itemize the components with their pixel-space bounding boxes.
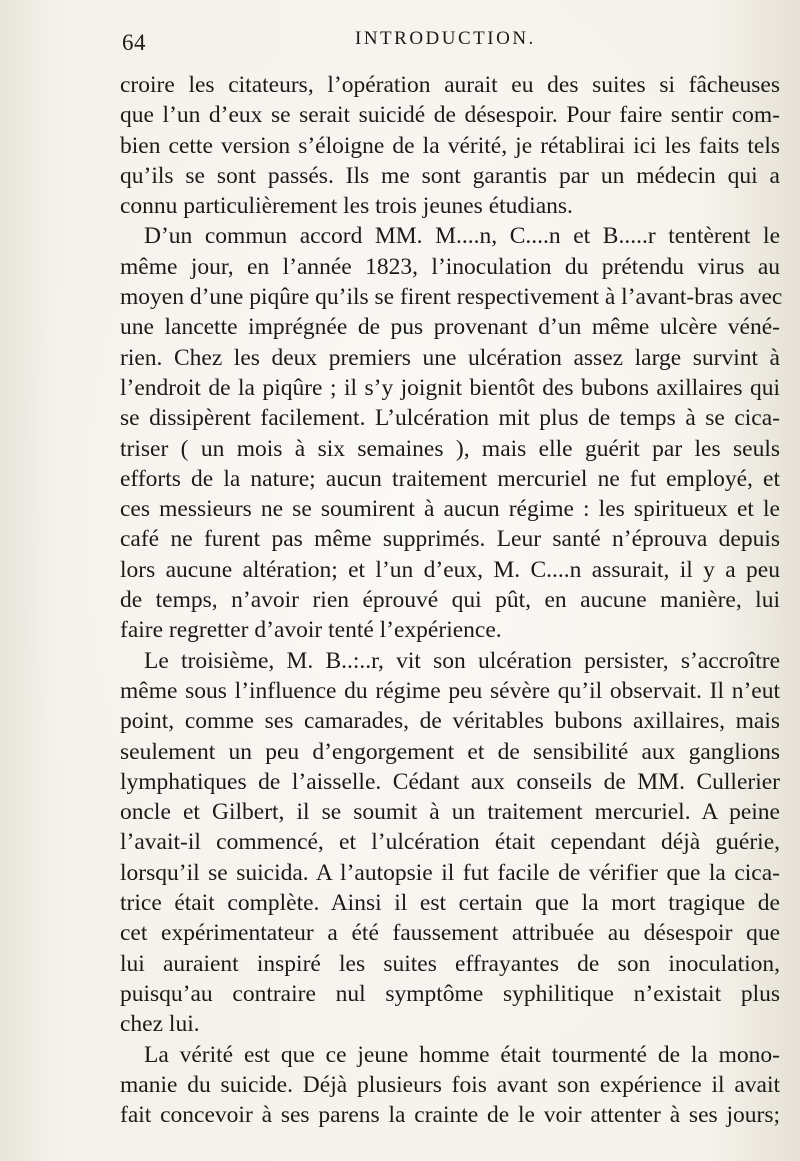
page-number: 64 [122,30,146,55]
text-line: connu particulièrement les trois jeunes étudians. [120,193,573,220]
text-line: D’un commun accord MM. M....n, C....n et B.....r tentèrent le [144,223,780,250]
text-line: triser ( un mois à six semaines ), mais elle guérit par les seuls [120,435,780,462]
text-line: fait concevoir à ses parens la crainte de le voir attenter à ses jours; [120,1102,780,1129]
paragraph-3 [120,646,780,1040]
body-text [120,70,783,1130]
paragraph-1 [120,70,780,221]
text-line: café ne furent pas même supprimés. Leur santé n’éprouva depuis [120,526,780,553]
text-line: une lancette imprégnée de pus provenant d’un même ulcère véné- [120,314,780,341]
text-line: rien. Chez les deux premiers une ulcération assez large survint à [120,344,780,371]
text-line: l’endroit de la piqûre ; il s’y joignit bientôt des bubons axillaires qui [120,374,780,401]
text-line: La vérité est que ce jeune homme était tourmenté de la mono- [144,1041,780,1068]
text-line: bien cette version s’éloigne de la vérité, je rétablirai ici les faits tels [120,132,780,159]
text-line: Le troisième, M. B..:..r, vit son ulcération persister, s’accroître [144,647,780,674]
text-line: l’avait-il commencé, et l’ulcération était cependant déjà guérie, [120,829,780,856]
text-line: qu’ils se sont passés. Ils me sont garantis par un médecin qui a [120,162,780,189]
text-line: que l’un d’eux se serait suicidé de désespoir. Pour faire sentir com- [120,102,780,129]
text-line: manie du suicide. Déjà plusieurs fois avant son expérience il avait [120,1071,780,1098]
paragraph-4 [120,1040,780,1131]
text-line: lorsqu’il se suicida. A l’autopsie il fut facile de vérifier que la cica- [120,859,780,886]
text-line: faire regretter d’avoir tenté l’expérience. [120,617,502,644]
text-line: ces messieurs ne se soumirent à aucun régime : les spiritueux et le [120,496,780,523]
text-line: même sous l’influence du régime peu sévère qu’il observait. Il n’eut [120,677,780,704]
text-line: se dissipèrent facilement. L’ulcération mit plus de temps à se cica- [120,405,780,432]
text-line: puisqu’au contraire nul symptôme syphilitique n’existait plus [120,980,780,1007]
text-line: lui auraient inspiré les suites effrayantes de son inoculation, [120,950,780,977]
text-line: lors aucune altération; et l’un d’eux, M. C....n assurait, il y a peu [120,556,780,583]
text-line: lymphatiques de l’aisselle. Cédant aux conseils de MM. Cullerier [120,768,780,795]
text-line: même jour, en l’année 1823, l’inoculation du prétendu virus au [120,253,780,280]
text-line: trice était complète. Ainsi il est certain que la mort tragique de [120,890,780,917]
text-line: moyen d’une piqûre qu’ils se firent respectivement à l’avant-bras avec [120,284,783,311]
running-head: INTRODUCTION. [355,28,536,49]
text-line: croire les citateurs, l’opération aurait eu des suites si fâcheuses [120,72,780,98]
text-line: point, comme ses camarades, de véritables bubons axillaires, mais [120,708,780,735]
text-line: seulement un peu d’engorgement et de sensibilité aux ganglions [120,738,780,765]
paragraph-2 [120,221,783,645]
text-line: oncle et Gilbert, il se soumit à un traitement mercuriel. A peine [120,799,780,826]
text-line: de temps, n’avoir rien éprouvé qui pût, en aucune manière, lui [120,587,780,614]
text-line: chez lui. [120,1011,200,1038]
text-line: cet expérimentateur a été faussement attribuée au désespoir que [120,920,780,947]
text-line: efforts de la nature; aucun traitement mercuriel ne fut employé, et [120,465,780,492]
